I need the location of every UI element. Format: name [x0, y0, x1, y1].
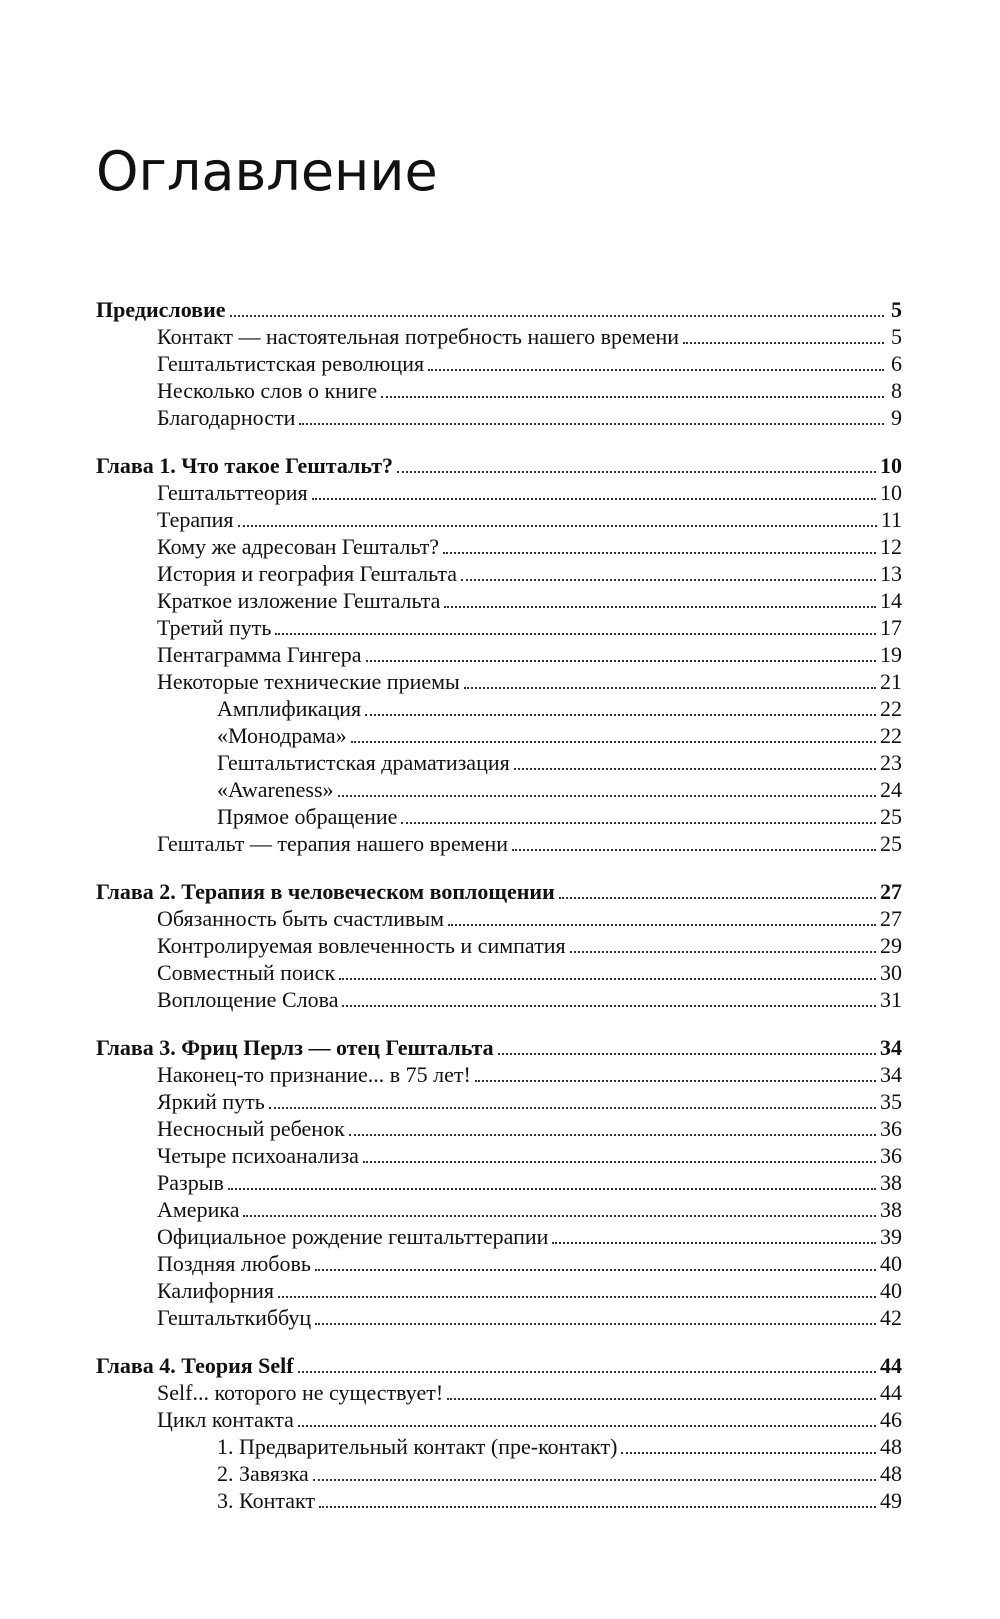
toc-entry-label: Глава 3. Фриц Перлз — отец Гештальта	[96, 1035, 494, 1060]
toc-entry-label: Гештальттеория	[157, 480, 308, 505]
toc-page-number: 31	[880, 987, 902, 1012]
toc-entry	[96, 668, 902, 695]
toc-page-number: 6	[891, 351, 902, 376]
toc-entry-label: Цикл контакта	[157, 1407, 294, 1432]
toc-entry-label: Прямое обращение	[217, 804, 398, 829]
toc-page-number: 17	[880, 615, 902, 640]
toc-entry	[96, 506, 902, 533]
dot-leader	[315, 1323, 876, 1325]
toc-entry	[96, 803, 902, 830]
dot-leader	[464, 687, 876, 689]
toc-entry	[96, 641, 902, 668]
toc-entry	[96, 1088, 902, 1115]
toc-page-number: 21	[880, 669, 902, 694]
toc-entry-label: История и география Гештальта	[157, 561, 457, 586]
toc-chapter-heading	[96, 296, 902, 323]
toc-entry-label: 2. Завязка	[217, 1461, 309, 1486]
toc-page-number: 27	[880, 879, 902, 904]
toc-entry-label: Глава 4. Теория Self	[96, 1353, 294, 1378]
toc-page-number: 40	[880, 1251, 902, 1276]
toc-chapter-heading	[96, 452, 902, 479]
toc-page-number: 35	[880, 1089, 902, 1114]
page-title: Оглавление	[96, 140, 438, 203]
toc-entry	[96, 1487, 902, 1514]
toc-page-number: 22	[880, 696, 902, 721]
dot-leader	[315, 1269, 876, 1271]
toc-entry-label: Обязанность быть счастливым	[157, 906, 445, 931]
toc-entry-label: Благодарности	[157, 405, 296, 430]
toc-page-number: 22	[880, 723, 902, 748]
toc-page-number: 49	[880, 1488, 902, 1513]
dot-leader	[401, 822, 876, 824]
toc-entry	[96, 695, 902, 722]
toc-page-number: 25	[880, 804, 902, 829]
toc-page-number: 10	[880, 480, 902, 505]
toc-entry	[96, 587, 902, 614]
toc-entry-label: Кому же адресован Гештальт?	[157, 534, 440, 559]
dot-leader	[342, 1005, 876, 1007]
toc-entry	[96, 377, 902, 404]
dot-leader	[338, 795, 877, 797]
toc-entry-label: Несносный ребенок	[157, 1116, 345, 1141]
toc-entry-label: Гештальткиббуц	[157, 1305, 312, 1330]
toc-section	[96, 1352, 902, 1514]
dot-leader	[243, 1215, 876, 1217]
toc-entry-label: Яркий путь	[157, 1089, 265, 1114]
toc-page-number: 38	[880, 1197, 902, 1222]
toc-entry-label: «Монодрама»	[217, 723, 347, 748]
toc-entry	[96, 614, 902, 641]
toc-entry	[96, 479, 902, 506]
dot-leader	[448, 924, 876, 926]
toc-page-number: 13	[880, 561, 902, 586]
toc-page-number: 19	[880, 642, 902, 667]
toc-entry-label: Пентаграмма Гингера	[157, 642, 362, 667]
toc-entry-label: Гештальтистская драматизация	[217, 750, 510, 775]
toc-page-number: 24	[880, 777, 902, 802]
toc-chapter-heading	[96, 1034, 902, 1061]
toc-entry-label: Калифорния	[157, 1278, 275, 1303]
dot-leader	[313, 1479, 876, 1481]
toc-entry	[96, 1277, 902, 1304]
toc-entry	[96, 986, 902, 1013]
toc-entry	[96, 722, 902, 749]
dot-leader	[381, 396, 884, 398]
toc-entry-label: 1. Предварительный контакт (пре-контакт)	[217, 1434, 618, 1459]
toc-chapter-heading	[96, 878, 902, 905]
toc-entry	[96, 533, 902, 560]
dot-leader	[339, 978, 876, 980]
toc-entry-label: Разрыв	[157, 1170, 224, 1195]
dot-leader	[444, 606, 876, 608]
toc-page-number: 44	[880, 1353, 902, 1378]
toc-section	[96, 452, 902, 857]
toc-entry	[96, 1169, 902, 1196]
dot-leader	[351, 741, 876, 743]
toc-entry	[96, 905, 902, 932]
toc-page-number: 14	[880, 588, 902, 613]
dot-leader	[312, 498, 876, 500]
toc-page-number: 46	[880, 1407, 902, 1432]
toc-entry	[96, 404, 902, 431]
toc-entry	[96, 830, 902, 857]
toc-entry-label: Некоторые технические приемы	[157, 669, 460, 694]
dot-leader	[552, 1242, 876, 1244]
toc-page-number: 42	[880, 1305, 902, 1330]
toc-entry	[96, 1304, 902, 1331]
toc-entry-label: Глава 2. Терапия в человеческом воплощении	[96, 879, 555, 904]
toc-entry-label: Предисловие	[96, 297, 226, 322]
dot-leader	[475, 1080, 876, 1082]
dot-leader	[559, 897, 876, 899]
toc-entry	[96, 932, 902, 959]
toc-entry-label: Гештальт — терапия нашего времени	[157, 831, 509, 856]
toc-entry	[96, 1406, 902, 1433]
toc-page-number: 34	[880, 1035, 902, 1060]
toc-entry-label: Наконец-то признание... в 75 лет!	[157, 1062, 471, 1087]
dot-leader	[319, 1506, 876, 1508]
toc-section	[96, 878, 902, 1013]
toc-entry-label: Четыре психоанализа	[157, 1143, 359, 1168]
toc-page-number: 23	[880, 750, 902, 775]
toc-page-number: 40	[880, 1278, 902, 1303]
dot-leader	[269, 1107, 876, 1109]
dot-leader	[230, 315, 884, 317]
dot-leader	[514, 768, 876, 770]
toc-section	[96, 1034, 902, 1331]
dot-leader	[621, 1452, 876, 1454]
toc-entry	[96, 776, 902, 803]
toc-chapter-heading	[96, 1352, 902, 1379]
dot-leader	[447, 1398, 876, 1400]
toc-section	[96, 296, 902, 431]
toc-entry	[96, 1196, 902, 1223]
toc-entry	[96, 350, 902, 377]
toc-entry-label: Амплификация	[217, 696, 362, 721]
dot-leader	[228, 1188, 876, 1190]
toc-entry	[96, 1250, 902, 1277]
dot-leader	[683, 342, 884, 344]
toc-entry-label: Терапия	[157, 507, 234, 532]
toc-entry	[96, 1061, 902, 1088]
toc-page-number: 34	[880, 1062, 902, 1087]
toc-page-number: 30	[880, 960, 902, 985]
dot-leader	[428, 369, 884, 371]
toc-page-number: 5	[891, 324, 902, 349]
toc-page-number: 5	[891, 297, 902, 322]
toc-entry	[96, 323, 902, 350]
toc-entry	[96, 1115, 902, 1142]
toc-page-number: 27	[880, 906, 902, 931]
toc-entry-label: Контролируемая вовлеченность и симпатия	[157, 933, 566, 958]
toc-page-number: 36	[880, 1116, 902, 1141]
dot-leader	[275, 633, 876, 635]
toc-page-number: 36	[880, 1143, 902, 1168]
toc-entry-label: 3. Контакт	[217, 1488, 316, 1513]
dot-leader	[570, 951, 876, 953]
toc-page-number: 44	[880, 1380, 902, 1405]
toc-page-number: 48	[880, 1434, 902, 1459]
toc-page-number: 10	[880, 453, 902, 478]
dot-leader	[365, 714, 876, 716]
toc-entry	[96, 1379, 902, 1406]
toc-entry	[96, 1433, 902, 1460]
dot-leader	[461, 579, 876, 581]
dot-leader	[349, 1134, 876, 1136]
toc-entry	[96, 1460, 902, 1487]
toc-page-number: 48	[880, 1461, 902, 1486]
dot-leader	[363, 1161, 876, 1163]
toc-page-number: 9	[891, 405, 902, 430]
toc-entry-label: Поздняя любовь	[157, 1251, 311, 1276]
toc-entry-label: Контакт — настоятельная потребность нашего времени	[157, 324, 680, 349]
toc-page-number: 8	[891, 378, 902, 403]
toc-entry-label: Третий путь	[157, 615, 272, 640]
dot-leader	[298, 1371, 876, 1373]
dot-leader	[397, 471, 876, 473]
dot-leader	[443, 552, 876, 554]
toc-entry	[96, 560, 902, 587]
toc-entry-label: Официальное рождение гештальттерапии	[157, 1224, 549, 1249]
toc-entry-label: «Awareness»	[217, 777, 334, 802]
toc-entry-label: Воплощение Слова	[157, 987, 339, 1012]
toc-entry	[96, 1142, 902, 1169]
toc-entry-label: Краткое изложение Гештальта	[157, 588, 441, 613]
toc-entry-label: Глава 1. Что такое Гештальт?	[96, 453, 393, 478]
toc-entry	[96, 1223, 902, 1250]
toc-entry	[96, 749, 902, 776]
dot-leader	[278, 1296, 876, 1298]
toc-page-number: 29	[880, 933, 902, 958]
toc-page-number: 11	[880, 507, 902, 532]
table-of-contents	[96, 296, 902, 1535]
toc-entry-label: Гештальтистская революция	[157, 351, 425, 376]
toc-entry-label: Несколько слов о книге	[157, 378, 378, 403]
toc-entry-label: Совместный поиск	[157, 960, 336, 985]
toc-entry-label: Америка	[157, 1197, 240, 1222]
toc-page-number: 12	[880, 534, 902, 559]
toc-entry-label: Self... которого не существует!	[157, 1380, 444, 1405]
dot-leader	[498, 1053, 876, 1055]
dot-leader	[512, 849, 876, 851]
toc-page-number: 38	[880, 1170, 902, 1195]
dot-leader	[238, 525, 877, 527]
dot-leader	[299, 423, 884, 425]
toc-page-number: 25	[880, 831, 902, 856]
toc-page-number: 39	[880, 1224, 902, 1249]
dot-leader	[298, 1425, 876, 1427]
toc-entry	[96, 959, 902, 986]
dot-leader	[366, 660, 876, 662]
